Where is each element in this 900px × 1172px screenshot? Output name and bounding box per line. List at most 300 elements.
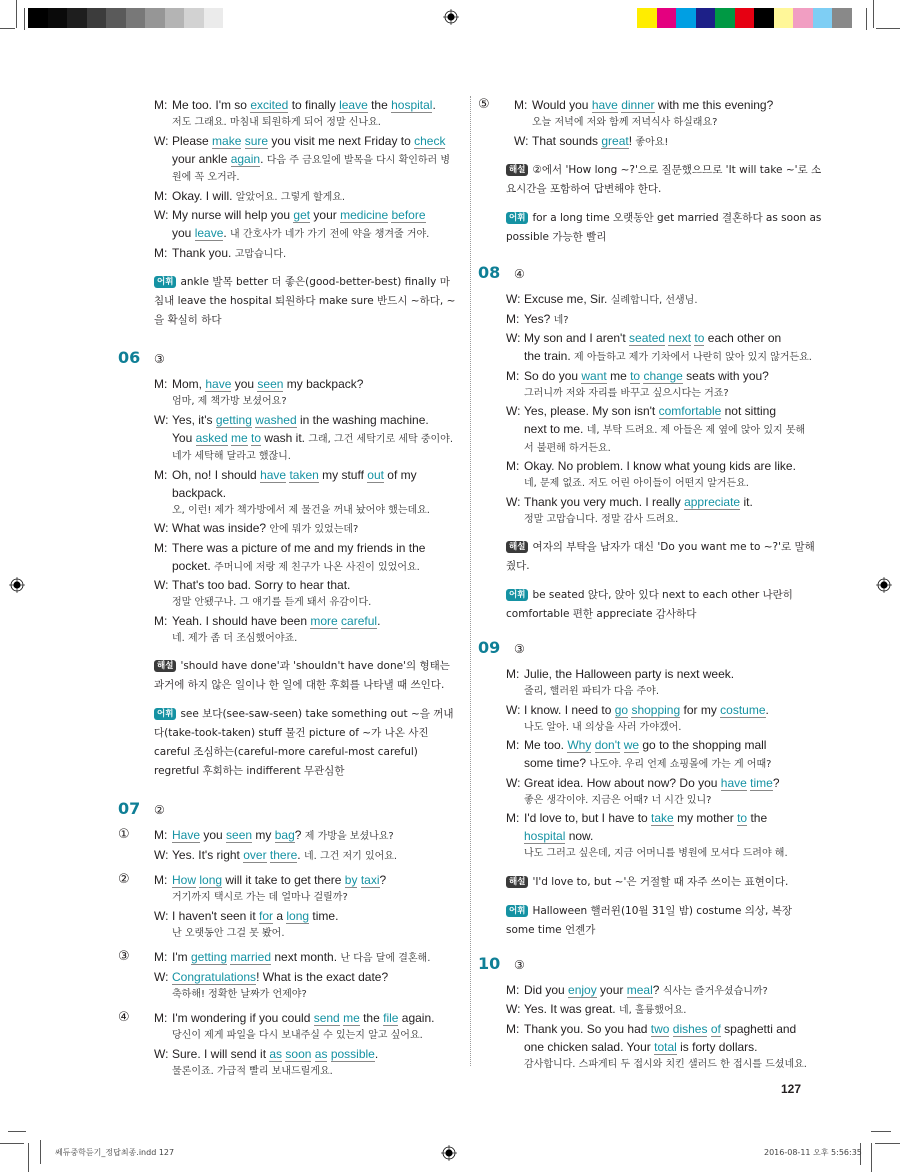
dialogue-line [514, 132, 773, 152]
explanation-badge: 해설 [506, 541, 528, 553]
text-span: Thank you very much. I really [524, 494, 685, 509]
speaker-label: M: [154, 467, 168, 482]
continuation-line [506, 1038, 823, 1056]
dialogue-line [506, 367, 823, 403]
text-span: I'd love to, but I have to [524, 811, 652, 825]
blank-answer: over [243, 847, 267, 862]
color-swatch [126, 8, 146, 28]
blank-answer: appreciate [684, 494, 741, 509]
text-span: each other on [704, 331, 782, 345]
text-span: you [200, 828, 227, 842]
blank-answer: bag [274, 828, 295, 842]
color-swatch [204, 8, 224, 28]
vocab-note [506, 902, 823, 940]
text-span: Me too. [524, 738, 568, 752]
text-span: in the washing machine. [296, 412, 429, 427]
korean-translation: 알았어요. 그렇게 할게요. [235, 191, 346, 203]
option-number: ④ [118, 1009, 130, 1024]
blank-answer: enjoy [568, 982, 597, 997]
color-swatch [145, 8, 165, 28]
text-span: again. [398, 1011, 435, 1025]
blank-answer: hospital [391, 98, 433, 112]
color-swatch [715, 8, 735, 28]
speaker-label: W: [154, 412, 169, 427]
text-span: My nurse will help you [172, 208, 294, 222]
blank-answer: How [172, 873, 197, 887]
blank-answer: before [391, 208, 426, 222]
blank-answer: to [694, 331, 705, 345]
blank-answer: get [293, 208, 311, 222]
color-swatch [657, 8, 677, 28]
dialogue-line [506, 402, 823, 457]
notes [478, 873, 823, 940]
notes [478, 161, 823, 247]
blank-answer: seated [629, 331, 666, 345]
text-span: wash it. [261, 430, 309, 445]
answer-mark: ③ [514, 957, 525, 972]
note-text: see 보다(see-saw-seen) take something out ~을 꺼내다(take-took-taken) stuff 물건 picture of ~가 나온 사진 careful 조심하는(careful-more careful-most careful) regretful 후회하는 indifferent 무관심한 [154, 708, 454, 777]
text-span: with me this evening? [654, 98, 774, 112]
dialogue [478, 290, 823, 528]
text-span: my backpack? [283, 377, 364, 391]
speaker-label: M: [506, 311, 520, 326]
speaker-line [154, 132, 458, 150]
color-swatch [774, 8, 794, 28]
text-span: . [377, 613, 381, 628]
korean-translation: 정말 안됐구나. 그 얘기를 듣게 돼서 유감이다. [172, 597, 372, 608]
blank-answer: out [367, 467, 384, 482]
question-09 [478, 638, 823, 940]
question-number: 07 [118, 799, 141, 818]
text-span: the train. [524, 349, 575, 363]
blank-answer: take [651, 811, 674, 825]
text-span: Yes. It was great. [524, 1002, 619, 1016]
text-span: my stuff [318, 467, 368, 482]
speaker-label: M: [154, 1011, 168, 1025]
speaker-line [154, 187, 458, 207]
blank-answer: next [668, 331, 692, 345]
crop-mark [24, 8, 25, 30]
dialogue-line [506, 736, 823, 774]
cmyk-color-bar [637, 8, 852, 28]
blank-answer: don't [594, 738, 621, 752]
speaker-line [154, 846, 397, 866]
option-dialogue [154, 948, 430, 1003]
speaker-label: W: [506, 331, 521, 345]
speaker-label: M: [154, 377, 168, 391]
text-span: the [367, 98, 392, 112]
korean-translation: 제 가방을 보셨나요? [304, 831, 394, 842]
text-span: Oh, no! I should [172, 467, 261, 482]
speaker-line [506, 665, 823, 683]
text-span: now. [565, 829, 594, 843]
dialogue [118, 375, 458, 647]
note-text: 'I'd love to, but ~'은 거절할 때 자주 쓰이는 표현이다. [532, 875, 789, 888]
blank-answer: want [581, 368, 607, 383]
blank-answer: comfortable [658, 404, 722, 418]
registration-mark-icon [443, 9, 459, 25]
korean-translation: 서 불편해 하거든요. [524, 442, 611, 454]
blank-answer: have [260, 467, 287, 482]
notes [118, 657, 458, 781]
vocab-badge: 어휘 [154, 708, 176, 720]
korean-translation: 난 오랫동안 그걸 못 봤어. [172, 927, 285, 939]
dialogue-line [506, 774, 823, 810]
korean-translation: 오, 이런! 제가 책가방에서 제 물건을 꺼내 놨어야 했는데요. [172, 504, 430, 516]
speaker-line [154, 968, 430, 986]
blank-answer: check [414, 133, 446, 148]
speaker-line [506, 457, 823, 475]
speaker-line [506, 329, 823, 347]
korean-translation: 내 간호사가 네가 가기 전에 약을 챙겨줄 거야. [230, 229, 430, 240]
blank-answer: as [269, 1046, 283, 1061]
color-swatch [223, 8, 243, 28]
note-text: ankle 발목 better 더 좋은(good-better-best) finally 마침내 leave the hospital 퇴원하다 make sure 반드시 ~하다, ~을 확실히 하다 [154, 276, 456, 326]
speaker-label: W: [506, 404, 521, 418]
blank-answer: dishes [672, 1021, 708, 1036]
speaker-line [506, 1020, 823, 1038]
blank-answer: getting [190, 950, 227, 964]
registration-mark-icon [441, 1145, 457, 1161]
korean-translation: 정말 고맙습니다. 정말 감사 드려요. [524, 513, 679, 525]
speaker-label: W: [154, 208, 169, 222]
korean-translation: 나도 알아. 내 의상을 사러 가야겠어. [524, 721, 682, 733]
blank-answer: time [750, 775, 773, 790]
text-span: Yeah. I should have been [172, 613, 311, 628]
text-span: me [606, 368, 631, 383]
text-span: next month. [271, 950, 341, 964]
text-span: Did you [524, 982, 569, 997]
korean-translation: 오늘 저녁에 저와 함께 저녁식사 하실래요? [532, 117, 718, 128]
korean-translation: 다음 주 금요일에 발목을 다시 확인하러 병 [266, 154, 451, 166]
speaker-line [154, 1009, 434, 1027]
text-span: Mom, [172, 377, 206, 391]
text-span: the [747, 811, 768, 825]
blank-answer: again [230, 151, 261, 166]
text-span: Would you [532, 98, 592, 112]
text-span: Great idea. How about now? Do you [524, 775, 721, 790]
speaker-label: W: [154, 847, 169, 862]
speaker-line [154, 612, 458, 630]
continuation-line [506, 754, 823, 774]
dialogue-line [154, 132, 458, 187]
continuation-line [154, 150, 458, 170]
speaker-label: M: [506, 459, 520, 473]
vocab-badge: 어휘 [506, 589, 528, 601]
continuation-line [506, 420, 823, 440]
blank-answer: of [710, 1021, 721, 1036]
vocab-note [154, 705, 458, 781]
text-span: one chicken salad. Your [524, 1039, 655, 1054]
left-column [118, 96, 458, 1080]
text-span: . [765, 702, 769, 717]
question-08 [478, 263, 823, 624]
option-item [478, 96, 823, 151]
speaker-line [506, 367, 823, 385]
blank-answer: asked [195, 430, 228, 445]
dialogue-line [506, 329, 823, 367]
vocab-badge: 어휘 [506, 905, 528, 917]
speaker-line [506, 809, 823, 827]
dialogue-line [506, 665, 823, 701]
text-span: . [374, 1046, 379, 1061]
speaker-label: W: [154, 578, 169, 592]
option-dialogue [154, 1009, 434, 1080]
question-number: 08 [478, 263, 501, 282]
speaker-label: M: [154, 828, 168, 842]
notes [478, 538, 823, 624]
speaker-label: W: [154, 521, 169, 535]
blank-answer: careful [341, 613, 378, 628]
dialogue-line [154, 244, 458, 264]
blank-answer: taken [289, 467, 319, 482]
explanation-note [506, 161, 823, 199]
question-07-continued [478, 96, 823, 247]
blank-answer: Why [567, 738, 592, 752]
color-swatch [754, 8, 774, 28]
explanation-badge: 해설 [154, 660, 176, 672]
blank-answer: leave [339, 98, 368, 112]
color-swatch [67, 8, 87, 28]
continuation-line [154, 557, 458, 577]
text-span: ? [379, 873, 387, 887]
speaker-line [506, 493, 823, 511]
dialogue-line [154, 1009, 434, 1045]
text-span: Me too. I'm so [172, 98, 251, 112]
blank-answer: make [212, 133, 242, 148]
dialogue-line [154, 907, 386, 943]
continuation-line [154, 429, 458, 449]
blank-answer: we [623, 738, 640, 752]
blank-answer: hospital [524, 829, 566, 843]
text-span: Thank you. [172, 245, 235, 260]
dialogue-line [154, 519, 458, 539]
dialogue-line [154, 375, 458, 411]
korean-translation: 네. 제가 좀 더 조심했어야죠. [172, 632, 298, 644]
blank-answer: medicine [340, 208, 389, 222]
explanation-badge: 해설 [506, 164, 528, 176]
speaker-line [154, 1045, 434, 1063]
vocab-note [506, 209, 823, 247]
speaker-line [154, 576, 458, 594]
crop-mark [16, 0, 17, 28]
explanation-badge: 해설 [506, 876, 528, 888]
right-column [478, 96, 823, 1073]
dialogue-line [154, 411, 458, 466]
korean-translation: 제 아들하고 제가 기차에서 나란히 앉아 있지 않거든요. [574, 352, 812, 363]
slug-timestamp: 2016-08-11 오후 5:56:35 [764, 1148, 862, 1157]
speaker-line [506, 774, 823, 792]
korean-translation: 물론이죠. 가급적 빨리 보내드릴게요. [172, 1065, 333, 1077]
text-span: you [231, 377, 258, 391]
option-number: ① [118, 826, 130, 841]
text-span: backpack. [172, 485, 227, 500]
blank-answer: shopping [631, 702, 681, 717]
blank-answer: have [720, 775, 747, 790]
text-span: ? [772, 775, 780, 790]
speaker-label: W: [154, 1046, 169, 1061]
crop-mark [40, 1140, 41, 1164]
question-10 [478, 954, 823, 1074]
text-span: will it take to get there [222, 873, 345, 887]
blank-answer: to [737, 811, 748, 825]
dialogue-line [154, 826, 397, 846]
korean-translation: 좋은 생각이야. 지금은 어때? 너 시간 있니? [524, 794, 712, 806]
question-06 [118, 348, 458, 781]
dialogue-line [506, 493, 823, 529]
speaker-label: W: [154, 969, 169, 984]
speaker-label: W: [506, 292, 521, 306]
options-list [118, 826, 458, 1080]
crop-mark [28, 1143, 29, 1172]
speaker-label: W: [514, 133, 529, 148]
korean-translation: 나도 그러고 싶은데, 지금 어머니를 병원에 모셔다 드려야 해. [524, 848, 788, 859]
blank-answer: more [310, 613, 338, 628]
text-span: my [252, 828, 275, 842]
text-span: your [310, 208, 341, 222]
text-span: Thank you. So you had [524, 1021, 651, 1036]
option-number: ⑤ [478, 96, 490, 111]
text-span: . [260, 151, 267, 166]
answer-mark: ② [154, 803, 165, 817]
dialogue-line [154, 576, 458, 612]
speaker-line [154, 907, 386, 925]
speaker-label: M: [154, 98, 168, 112]
text-span: Yes? [524, 311, 554, 326]
vocab-badge: 어휘 [154, 276, 176, 288]
blank-answer: long [286, 908, 310, 923]
text-span: Yes, please. My son isn't [524, 404, 659, 418]
question-number: 09 [478, 638, 501, 657]
slug-filename: 쎄듀중학듣기_정답최종.indd 127 [55, 1148, 175, 1157]
text-span: Sure. I will send it [172, 1046, 270, 1061]
note-text: 'should have done'과 'shouldn't have done'의 형태는 과거에 하지 않은 일이나 한 일에 대한 후회를 나타낼 때 쓰인다. [154, 660, 450, 691]
korean-translation: 난 다음 달에 결혼해. [340, 953, 431, 964]
text-span: Yes, it's [172, 412, 216, 427]
text-span: next to me. [524, 422, 587, 436]
continuation-line [506, 347, 823, 367]
blank-answer: seen [257, 377, 284, 391]
text-span: Excuse me, Sir. [524, 292, 611, 306]
question-05-continued [118, 96, 458, 263]
color-swatch [48, 8, 68, 28]
text-span: What was inside? [172, 521, 270, 535]
option-item [118, 871, 458, 942]
text-span: You [172, 430, 196, 445]
speaker-label: M: [154, 873, 168, 887]
option-item [118, 948, 458, 1003]
text-span: for my [680, 702, 721, 717]
note-text: ②에서 'How long ~?'으로 질문했으므로 'It will take ~'로 소요시간을 포함하여 답변해야 한다. [506, 164, 822, 195]
text-span: Yes. It's right [172, 847, 244, 862]
text-span: spaghetti and [720, 1021, 797, 1036]
text-span: I know. I need to [524, 702, 615, 717]
korean-translation: 저도 그래요. 마침내 퇴원하게 되어 정말 신나요. [172, 117, 381, 128]
speaker-label: W: [506, 702, 521, 717]
text-span: it. [740, 494, 753, 509]
korean-translation: 네, 문제 없죠. 저도 어린 아이들이 어떤지 알거든요. [524, 478, 749, 489]
vocab-note [506, 586, 823, 624]
text-span: your [596, 982, 627, 997]
korean-translation: 고맙습니다. [234, 248, 287, 260]
speaker-line [154, 411, 458, 429]
korean-translation: 감사합니다. 스파게티 두 접시와 치킨 샐러드 한 접시를 드셨네요. [524, 1058, 807, 1070]
blank-answer: costume [720, 702, 766, 717]
crop-mark [876, 28, 900, 29]
color-swatch [165, 8, 185, 28]
blank-answer: dinner [621, 98, 655, 112]
crop-mark [866, 8, 867, 30]
text-span: a [273, 908, 287, 923]
blank-answer: washed [255, 412, 297, 427]
blank-answer: leave [194, 226, 224, 240]
speaker-label: M: [154, 950, 168, 964]
speaker-label: M: [154, 540, 168, 555]
color-swatch [793, 8, 813, 28]
option-number: ② [118, 871, 130, 886]
dialogue-line [506, 809, 823, 863]
text-span: you visit me next Friday to [268, 133, 415, 148]
speaker-label: M: [506, 738, 520, 752]
dialogue-line [514, 96, 773, 132]
speaker-line [154, 519, 458, 539]
blank-answer: excited [250, 98, 289, 112]
blank-answer: have [205, 377, 232, 391]
korean-translation: 네? [553, 314, 569, 326]
option-dialogue [154, 871, 386, 942]
text-span: I'm [172, 950, 191, 964]
speaker-line [514, 96, 773, 114]
continuation-line [154, 224, 458, 244]
answer-mark: ④ [514, 267, 525, 281]
korean-translation: 엄마, 제 책가방 보셨어요? [172, 396, 287, 407]
text-span: not sitting [721, 404, 776, 418]
korean-translation: 좋아요! [635, 136, 669, 148]
text-span: . [223, 226, 231, 240]
blank-answer: me [343, 1011, 360, 1025]
blank-answer: as [314, 1046, 328, 1061]
vocab-badge: 어휘 [506, 212, 528, 224]
text-span: Julie, the Halloween party is next week. [524, 667, 735, 681]
note-text: be seated 앉다, 앉아 있다 next to each other 나란히 comfortable 편한 appreciate 감사하다 [506, 589, 793, 620]
option-item [118, 1009, 458, 1080]
korean-translation: 축하해! 정확한 날짜가 언제야? [172, 988, 307, 1000]
speaker-label: W: [154, 133, 169, 148]
speaker-line [514, 132, 773, 152]
text-span: seats with you? [682, 368, 769, 383]
text-span: ? [652, 982, 663, 997]
text-span: to finally [288, 98, 340, 112]
dialogue-line [154, 187, 458, 207]
crop-mark [0, 28, 15, 29]
dialogue-line [506, 310, 823, 330]
text-span: Okay. No problem. I know what young kids are like. [524, 459, 796, 473]
speaker-label: M: [154, 245, 168, 260]
speaker-line [154, 244, 458, 264]
page-number: 127 [781, 1082, 802, 1096]
blank-answer: send [313, 1011, 340, 1025]
speaker-line [154, 96, 458, 114]
dialogue-line [154, 968, 430, 1004]
text-span: my mother [673, 811, 738, 825]
korean-translation: 네, 부탁 드려요. 제 아들은 제 옆에 앉아 있지 못해 [586, 425, 806, 436]
text-span: is forty dollars. [676, 1039, 758, 1054]
blank-answer: go [614, 702, 629, 717]
crop-mark [8, 1131, 26, 1132]
color-swatch [676, 8, 696, 28]
korean-translation: 네가 세탁해 달라고 했잖니. [172, 451, 291, 462]
speaker-label: M: [514, 98, 528, 112]
